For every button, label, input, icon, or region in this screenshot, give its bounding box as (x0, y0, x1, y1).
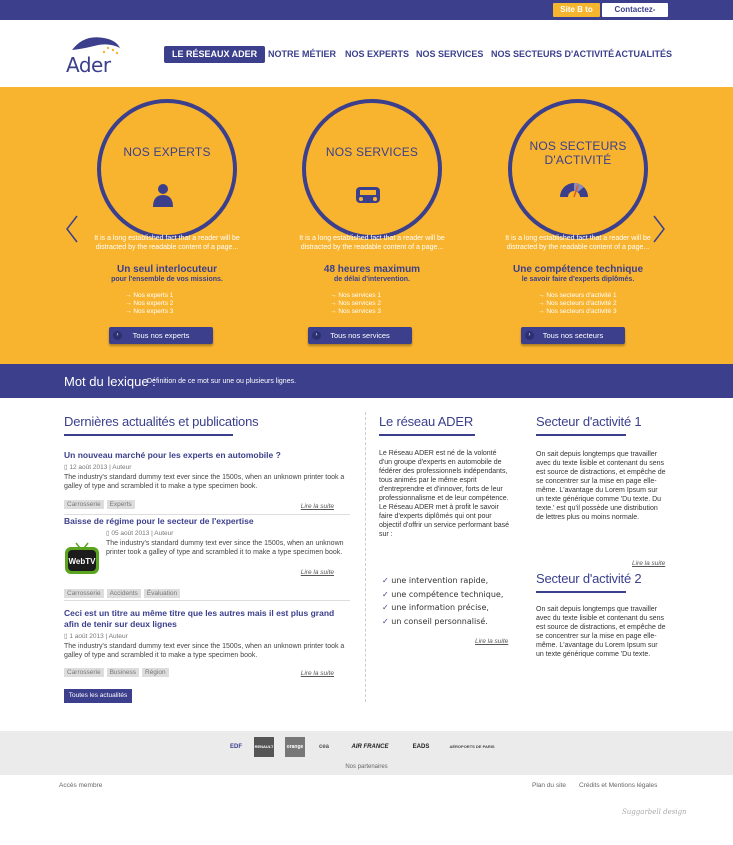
all-services-label: Tous nos services (330, 331, 390, 340)
divider (64, 514, 350, 515)
hero-col-secteurs (505, 99, 651, 359)
experts-list-item[interactable]: → Nos experts 3 (125, 308, 235, 316)
all-services-button[interactable] (308, 327, 412, 344)
experts-list-item[interactable]: → Nos experts 1 (125, 292, 235, 300)
experts-list (125, 292, 235, 316)
nav-nos-experts[interactable]: NOS EXPERTS (345, 49, 410, 59)
signature-text-1: Suggarbell design (622, 808, 687, 816)
read-more-link[interactable]: Lire la suite (632, 560, 666, 567)
partner-edf-logo[interactable]: EDF (230, 744, 242, 750)
check-item: ✓ un conseil personnalisé. (382, 615, 503, 629)
nav-reseaux-ader[interactable]: LE RÉSEAUX ADER (164, 46, 265, 63)
person-icon (145, 183, 181, 207)
news-text: The industry's standard dummy text ever since the 1500s, when an unknown printer took a galley of type and scrambled it to make a type specimen book. (64, 643, 345, 659)
experts-lorem: It is a long established fact that a reader will be distracted by the readable content of a page... (94, 235, 240, 251)
news-tag[interactable]: Accidents (107, 589, 141, 598)
contact-button[interactable]: Contactez- (602, 3, 668, 17)
secteurs-heading: Une compétence technique (512, 264, 644, 275)
news-tag[interactable]: Carrosserie (64, 589, 104, 598)
news-tag[interactable]: Business (107, 668, 139, 677)
all-experts-button[interactable] (109, 327, 213, 344)
sitemap-link[interactable]: Plan du site (532, 782, 566, 789)
news-title-link[interactable]: Baisse de régime pour le secteur de l'expertise (64, 516, 254, 526)
reseau-checklist (382, 574, 503, 628)
carousel-prev-icon[interactable] (65, 215, 79, 243)
member-access-link[interactable]: Accès membre (59, 782, 103, 789)
arrow-right-icon: › (312, 331, 321, 340)
logo-text: Ader (66, 53, 111, 77)
news-text: The industry's standard dummy text ever since the 1500s, when an unknown printer took a galley of type and scrambled it to make a type specimen book. (64, 474, 345, 490)
reseau-title-underline (379, 434, 475, 436)
secteurs-circle-title: NOS SECTEURS D'ACTIVITÉ (529, 139, 627, 167)
services-circle[interactable] (302, 99, 442, 239)
experts-circle-title: NOS EXPERTS (123, 145, 211, 159)
partner-airfrance-logo[interactable]: AIR FRANCE (351, 744, 389, 750)
services-list-item[interactable]: → Nos services 1 (330, 292, 440, 300)
car-icon (350, 183, 386, 207)
credits-link[interactable]: Crédits et Mentions légales (579, 782, 658, 789)
news-section-title: Dernières actualités et publications (64, 414, 259, 429)
secteurs-sub: le savoir faire d'experts diplômés. (521, 276, 635, 283)
news-meta-text: 05 août 2013 | Auteur (111, 530, 174, 537)
arrow-right-icon: › (525, 331, 534, 340)
services-list-item[interactable]: → Nos services 2 (330, 300, 440, 308)
lexique-desc: Définition de ce mot sur une ou plusieurs lignes. (147, 378, 297, 385)
news-tag[interactable]: Carrosserie (64, 668, 104, 677)
all-news-button[interactable]: Toutes les actualités (64, 689, 132, 703)
partners-label: Nos partenaires (345, 764, 388, 770)
secteurs-lorem: It is a long established fact that a reader will be distracted by the readable content of a page... (505, 235, 651, 251)
all-secteurs-label: Tous nos secteurs (542, 331, 604, 340)
lexique-band (0, 364, 733, 398)
secteur1-underline (536, 434, 626, 436)
news-tag[interactable]: Experts (107, 500, 135, 509)
partner-renault-logo[interactable]: RENAULT (254, 737, 274, 757)
news-item (64, 516, 350, 597)
secteur2-title: Secteur d'activité 2 (536, 571, 642, 586)
read-more-link[interactable]: Lire la suite (300, 503, 334, 510)
secteur2-text: On sait depuis longtemps que travailler avec du texte lisible et contenant du sens est source de distractions, et empêche de se concentrer sur la mise en page elle-même. L'avantage du Lorem Ipsum sur un texte générique comme 'Du texte. (536, 606, 666, 658)
secteur1-text: On sait depuis longtemps que travailler avec du texte lisible et contenant du sens est source de distractions, et empêche de se concentrer sur la mise en page elle-même. L'avantage du Lorem Ipsum sur un texte générique comme 'Du texte. Du texte.' est qu'il possède une distribution de lettres plus ou moins normale. (536, 451, 666, 521)
experts-heading: Un seul interlocuteur (116, 264, 217, 275)
services-circle-title: NOS SERVICES (325, 145, 419, 159)
news-meta: ▯ 1 août 2013 | Auteur (64, 633, 128, 640)
reseau-paragraph: Le Réseau ADER met à profit le savoir faire d'experts diplômés qui ont pour objectif d'offrir un service performant basé sur : (379, 504, 509, 538)
news-meta: ▯ 12 août 2013 | Auteur (64, 464, 132, 471)
check-item: ✓ une compétence technique, (382, 588, 503, 602)
partners-band (0, 731, 733, 775)
services-sub: de délai d'intervention. (334, 276, 410, 283)
news-tags (64, 667, 172, 677)
reseau-paragraph: Le Réseau ADER est né de la volonté d'un groupe d'experts en automobile de fédérer des professionnels indépendants, tous animés par le même esprit d'entreprendre et d'innover, forts de leur professionnalisme et de leur compétence. (379, 450, 509, 502)
news-tag[interactable]: Carrosserie (64, 500, 104, 509)
secteurs-list-item[interactable]: → Nos secteurs d'activité 1 (538, 292, 648, 300)
secteurs-circle[interactable] (508, 99, 648, 239)
services-heading: 48 heures maximum (323, 264, 421, 275)
secteurs-list (538, 292, 648, 316)
hero-carousel (0, 87, 733, 364)
check-item: ✓ une information précise, (382, 601, 503, 615)
experts-list-item[interactable]: → Nos experts 2 (125, 300, 235, 308)
lexique-title: Mot du lexique : (64, 374, 156, 389)
news-tag[interactable]: Évaluation (144, 589, 180, 598)
header (0, 20, 733, 86)
services-list (330, 292, 440, 316)
news-meta-text: 12 août 2013 | Auteur (69, 464, 132, 471)
nav-nos-services[interactable]: NOS SERVICES (416, 49, 484, 59)
read-more-link[interactable]: Lire la suite (300, 670, 334, 677)
all-secteurs-button[interactable] (521, 327, 625, 344)
nav-actualites[interactable]: ACTUALITÉS (615, 49, 672, 59)
site-btoc-button[interactable]: Site B to (553, 3, 600, 17)
divider (64, 600, 350, 601)
partner-orange-logo[interactable]: orange (285, 737, 305, 757)
news-item (64, 450, 350, 510)
partner-cea-logo[interactable]: cea (318, 744, 329, 750)
partner-eads-logo[interactable]: EADS (412, 744, 430, 750)
news-text: The industry's standard dummy text ever since the 1500s, when an unknown printer took a galley of type and scrambled it to make a type specimen book. (106, 540, 344, 556)
designer-signature[interactable] (620, 805, 687, 827)
all-experts-label: Tous nos experts (132, 331, 190, 340)
check-item: ✓ une intervention rapide, (382, 574, 503, 588)
nav-nos-secteurs[interactable]: NOS SECTEURS D'ACTIVITÉ (491, 49, 615, 59)
secteur1-title: Secteur d'activité 1 (536, 414, 642, 429)
read-more-link[interactable]: Lire la suite (300, 569, 334, 576)
news-title-link[interactable]: Ceci est un titre au même titre que les autres mais il est plus grand afin de tenir sur deux lignes (64, 608, 335, 629)
news-meta: ▯ 05 août 2013 | Auteur (106, 530, 174, 537)
nav-notre-metier[interactable]: NOTRE MÉTIER (268, 49, 337, 59)
reseau-title: Le réseau ADER (379, 414, 474, 429)
partner-adp-logo[interactable]: AÉROPORTS DE PARIS (449, 744, 495, 749)
webtv-image[interactable] (64, 542, 100, 576)
services-list-item[interactable]: → Nos services 3 (330, 308, 440, 316)
read-more-link[interactable]: Lire la suite (475, 638, 509, 645)
experts-sub: pour l'ensemble de vos missions. (111, 276, 223, 283)
secteurs-list-item[interactable]: → Nos secteurs d'activité 3 (538, 308, 648, 316)
gauge-icon (556, 175, 592, 199)
news-meta-text: 1 août 2013 | Auteur (69, 633, 128, 640)
news-tags (64, 499, 138, 509)
hero-col-experts (94, 99, 240, 359)
secteur2-underline (536, 591, 626, 593)
services-lorem: It is a long established fact that a reader will be distracted by the readable content of a page... (299, 235, 445, 251)
hero-col-services (299, 99, 445, 359)
news-tag[interactable]: Région (142, 668, 169, 677)
top-bar (0, 0, 733, 20)
news-item (64, 608, 350, 677)
arrow-right-icon: › (113, 331, 122, 340)
news-title-link[interactable]: Un nouveau marché pour les experts en automobile ? (64, 450, 281, 460)
secteurs-list-item[interactable]: → Nos secteurs d'activité 2 (538, 300, 648, 308)
news-tags (64, 588, 183, 598)
webtv-label: WebTV (68, 557, 96, 566)
column-separator (365, 412, 366, 702)
reseau-text (379, 449, 511, 539)
news-title-underline (64, 434, 233, 436)
experts-circle[interactable] (97, 99, 237, 239)
